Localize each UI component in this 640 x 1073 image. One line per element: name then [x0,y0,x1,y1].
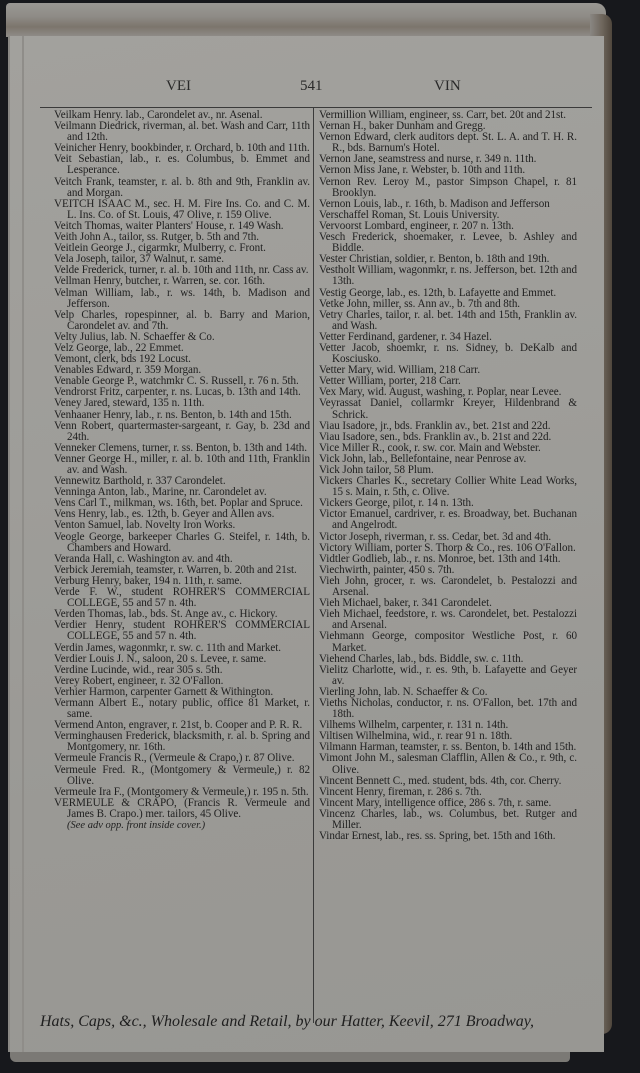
directory-entry: Vetter Jacob, shoemkr, r. ns. Sidney, b. DeKalb and Kosciusko. [319,341,577,366]
directory-entry: Vetke John, miller, ss. Ann av., b. 7th and 8th. [319,297,521,310]
directory-entry: Veinicher Henry, bookbinder, r. Orchard, b. 10th and 11th. [54,142,310,155]
directory-entry: Vice Miller R., cook, r. sw. cor. Main and Webster. [319,441,541,454]
directory-entry: Verdine Lucinde, wid., rear 305 s. 5th. [54,663,223,676]
page-stack-top-edge [6,3,606,37]
directory-entry: Vermillion William, engineer, ss. Carr, bet. 20t and 21st. [319,109,566,121]
directory-entry: Vieh Michael, baker, r. 341 Carondelet. [319,597,492,610]
directory-entry: Vickers Charles K., secretary Collier White Lead Works, 15 s. Main, r. 5th, c. Olive. [319,475,577,499]
directory-entry: Vidtler Godlieb, lab., r. ns. Monroe, bet. 13th and 14th. [319,552,561,565]
directory-entry: Vetry Charles, tailor, r. al. bet. 14th and 15th, Franklin av. and Wash. [319,308,577,332]
directory-entry: Vermend Anton, engraver, r. 21st, b. Cooper and P. R. R. [54,719,303,732]
directory-entry: Verminghausen Frederick, blacksmith, r. al. b. Spring and Montgomery, nr. 16th. [54,730,310,754]
directory-entry: Vermann Albert E., notary public, office 81 Market, r. same. [54,696,310,721]
directory-entry: Velp Charles, ropespinner, al. b. Barry and Marion, Carondelet av. and 7th. [54,308,310,332]
directory-entry: Velty Julius, lab. N. Schaeffer & Co. [54,330,215,343]
directory-entry: Veitch Thomas, waiter Planters' House, r. 149 Wash. [54,219,284,232]
directory-entry: Vetter William, porter, 218 Carr. [319,375,461,388]
directory-entry: Viau Isadore, sen., bds. Franklin av., b. 21st and 22d. [319,430,552,443]
directory-entry: Viltisen Wilhelmina, wid., r. rear 91 n. 18th. [319,730,513,743]
directory-entry: Vickers George, pilot, r. 14 n. 13th. [319,497,474,510]
directory-entry: Viehend Charles, lab., bds. Biddle, sw. c. 11th. [319,652,524,665]
directory-entry: Vernon Edward, clerk auditors dept. St. L. A. and T. H. R. R., bds. Barnum's Hotel. [319,131,577,155]
directory-entry: Vincenz Charles, lab., ws. Columbus, bet. Rutger and Miller. [319,807,577,831]
directory-entry: Verburg Henry, baker, 194 n. 11th, r. same. [54,574,243,587]
directory-entry: Veitch Frank, teamster, r. al. b. 8th and 9th, Franklin av. and Morgan. [54,175,310,199]
directory-entry: Vincent Bennett C., med. student, bds. 4th, cor. Cherry. [319,774,562,787]
directory-entry: Vernon Rev. Leroy M., pastor Simpson Chapel, r. 81 Brooklyn. [319,175,577,199]
directory-entry: Venneker Clemens, turner, r. ss. Benton, b. 13th and 14th. [54,441,308,454]
directory-entry: Vernon Louis, lab., r. 16th, b. Madison and Jefferson [319,197,550,210]
directory-entry: Vermeule Fred. R., (Montgomery & Vermeule,) r. 82 Olive. [54,763,310,787]
directory-entry: Vieh Michael, feedstore, r. ws. Carondelet, bet. Pestalozzi and Arsenal. [319,608,577,632]
directory-entry: Vestholt William, wagonmkr, r. ns. Jefferson, bet. 12th and 13th. [319,264,577,288]
directory-entry: Verdin James, wagonmkr, r. sw. c. 11th and Market. [54,641,281,654]
directory-entry: Verbick Jeremiah, teamster, r. Warren, b. 20th and 21st. [54,563,297,576]
directory-entry: Verden Thomas, lab., bds. St. Ange av., c. Hickory. [54,608,278,621]
directory-entry: Veit Sebastian, lab., r. es. Columbus, b. Emmet and Lesperance. [54,153,310,177]
advertisement-note: (See adv opp. front inside cover.) [67,820,206,831]
directory-entry: Vernon Jane, seamstress and nurse, r. 349 n. 11th. [319,153,537,166]
directory-entry: Venables Edward, r. 359 Morgan. [54,364,202,377]
page-number: 541 [300,78,323,94]
directory-entry: Vetter Ferdinand, gardener, r. 34 Hazel. [319,330,492,343]
column-divider [313,108,314,1023]
directory-entry: Vesch Frederick, shoemaker, r. Levee, b. Ashley and Biddle. [319,231,577,255]
directory-entry: Victory William, porter S. Thorp & Co., res. 106 O'Fallon. [319,541,576,554]
directory-entry: Vermeule Ira F., (Montgomery & Vermeule,) r. 195 n. 5th. [54,785,309,798]
directory-entry: Venner George H., miller, r. al. b. 10th and 11th, Franklin av. and Wash. [54,452,310,476]
directory-entry: Viechwirth, painter, 450 s. 7th. [319,563,455,576]
directory-entry: Vick John, lab., Bellefontaine, near Penrose av. [319,452,527,465]
directory-entry: Vermeule Francis R., (Vermeule & Crapo,) r. 87 Olive. [54,752,295,765]
directory-entry: VEITCH ISAAC M., sec. H. M. Fire Ins. Co. and C. M. L. Ins. Co. of St. Louis, 47 Olive, r. 159 Olive. [54,197,310,221]
directory-entry: Vemont, clerk, bds 192 Locust. [54,353,191,366]
directory-entry: VERMEULE & CRAPO, (Francis R. Vermeule and James B. Crapo.) mer. tailors, 45 Olive. [54,796,310,820]
directory-entry: Venn Robert, quartermaster-sargeant, r. Gay, b. 23d and 24th. [54,419,310,443]
right-guide-word: VIN [434,78,461,94]
directory-entry: Vieh John, grocer, r. ws. Carondelet, b. Pestalozzi and Arsenal. [319,574,577,599]
directory-entry: Vielitz Charlotte, wid., r. es. 9th, b. Lafayette and Geyer av. [319,663,577,687]
directory-entry: Venninga Anton, lab., Marine, nr. Carondelet av. [54,486,267,499]
directory-entry: Vernan H., baker Dunham and Gregg. [319,120,486,133]
directory-entry: Vendrorst Fritz, carpenter, r. ns. Lucas, b. 13th and 14th. [54,386,301,399]
directory-entry: Vilmann Harman, teamster, r. ss. Benton, b. 14th and 15th. [319,741,577,754]
directory-entry: Velz George, lab., 22 Emmet. [54,341,184,354]
directory-entry: Vincent Mary, intelligence office, 286 s. 7th, r. same. [319,796,552,809]
directory-entry: Velde Frederick, turner, r. al. b. 10th and 11th, nr. Cass av. [54,264,309,277]
directory-entry: Victor Emanuel, cardriver, r. es. Broadway, bet. Buchanan and Angelrodt. [319,508,577,532]
directory-entry: Vilhems Wilhelm, carpenter, r. 131 n. 14th. [319,719,509,732]
right-column [319,110,577,842]
directory-entry: Verey Robert, engineer, r. 32 O'Fallon. [54,674,224,687]
page-stack-bottom-edge [10,1052,570,1062]
page-fold-line [22,36,24,1052]
left-guide-word: VEI [166,78,191,94]
directory-entry: Vervoorst Lombard, engineer, r. 207 n. 13th. [319,219,514,232]
directory-entry: Vennewitz Barthold, r. 337 Carondelet. [54,475,226,488]
directory-entry: Veilkam Henry. lab., Carondelet av., nr. Asenal. [54,109,263,121]
directory-entry: Vens Henry, lab., es. 12th, b. Geyer and Allen avs. [54,508,275,521]
directory-entry: Vester Christian, soldier, r. Benton, b. 18th and 19th. [319,253,550,266]
directory-entry: Venable George P., watchmkr C. S. Russell, r. 76 n. 5th. [54,375,299,388]
directory-entry: Venhaaner Henry, lab., r. ns. Benton, b. 14th and 15th. [54,408,292,421]
running-head [10,78,604,98]
directory-entry: Vimont John M., salesman Clafflin, Allen & Co., r. 9th, c. Olive. [319,752,577,776]
header-rule [40,107,592,108]
directory-entry: Veranda Hall, c. Washington av. and 4th. [54,552,233,565]
directory-entry: Vex Mary, wid. August, washing, r. Poplar, near Levee. [319,386,562,399]
directory-entry: Vick John tailor, 58 Plum. [319,464,434,476]
directory-entry: Victor Joseph, riverman, r. ss. Cedar, bet. 3d and 4th. [319,530,552,543]
footer-advertisement: Hats, Caps, &c., Wholesale and Retail, by our Hatter, Keevil, 271 Broadway, [40,1013,535,1030]
directory-entry: Viau Isadore, jr., bds. Franklin av., bet. 21st and 22d. [319,419,551,432]
directory-entry: Venton Samuel, lab. Novelty Iron Works. [54,519,236,532]
directory-entry: Veilmann Diedrick, riverman, al. bet. Wash and Carr, 11th and 12th. [54,120,310,144]
directory-entry: Vieths Nicholas, conductor, r. ns. O'Fallon, bet. 17th and 18th. [319,696,577,721]
directory-entry: Veogle George, barkeeper Charles G. Steifel, r. 14th, b. Chambers and Howard. [54,530,310,554]
directory-entry: Verdier Henry, student ROHRER'S COMMERCIAL COLLEGE, 55 and 57 n. 4th. [54,619,310,643]
directory-entry: Velman William, lab., r. ws. 14th, b. Madison and Jefferson. [54,286,310,310]
directory-entry: Veith John A., tailor, ss. Rutger, b. 5th and 7th. [54,231,259,244]
directory-entry: Vierling John, lab. N. Schaeffer & Co. [319,685,488,698]
directory-entry: Verhier Harmon, carpenter Garnett & Withington. [54,685,274,698]
left-column [54,110,310,831]
directory-entry: Vernon Miss Jane, r. Webster, b. 10th and 11th. [319,164,526,177]
directory-entry: Vellman Henry, butcher, r. Warren, se. cor. 16th. [54,275,265,288]
directory-entry: Verde F. W., student ROHRER'S COMMERCIAL COLLEGE, 55 and 57 n. 4th. [54,586,310,610]
directory-entry: Viehmann George, compositor Westliche Post, r. 60 Market. [319,630,577,654]
directory-entry: Verdier Louis J. N., saloon, 20 s. Levee, r. same. [54,652,267,665]
directory-entry: Vela Joseph, tailor, 37 Walnut, r. same. [54,253,224,266]
directory-entry: Veyrassat Daniel, collarmkr Kreyer, Hildenbrand & Schrick. [319,397,577,421]
directory-entry: Vindar Ernest, lab., res. ss. Spring, bet. 15th and 16th. [319,830,556,843]
directory-page [8,36,604,1052]
directory-entry: Vetter Mary, wid. William, 218 Carr. [319,364,481,377]
directory-entry: Vincent Henry, fireman, r. 286 s. 7th. [319,785,482,798]
directory-entry: Vens Carl T., milkman, ws. 16th, bet. Poplar and Spruce. [54,497,303,510]
directory-entry: Verschaffel Roman, St. Louis University. [319,208,500,221]
directory-entry: Veitlein George J., cigarmkr, Mulberry, c. Front. [54,242,266,255]
directory-entry: Vestig George, lab., es. 12th, b. Lafayette and Emmet. [319,286,557,299]
directory-entry: Veney Jared, steward, 135 n. 11th. [54,397,205,410]
